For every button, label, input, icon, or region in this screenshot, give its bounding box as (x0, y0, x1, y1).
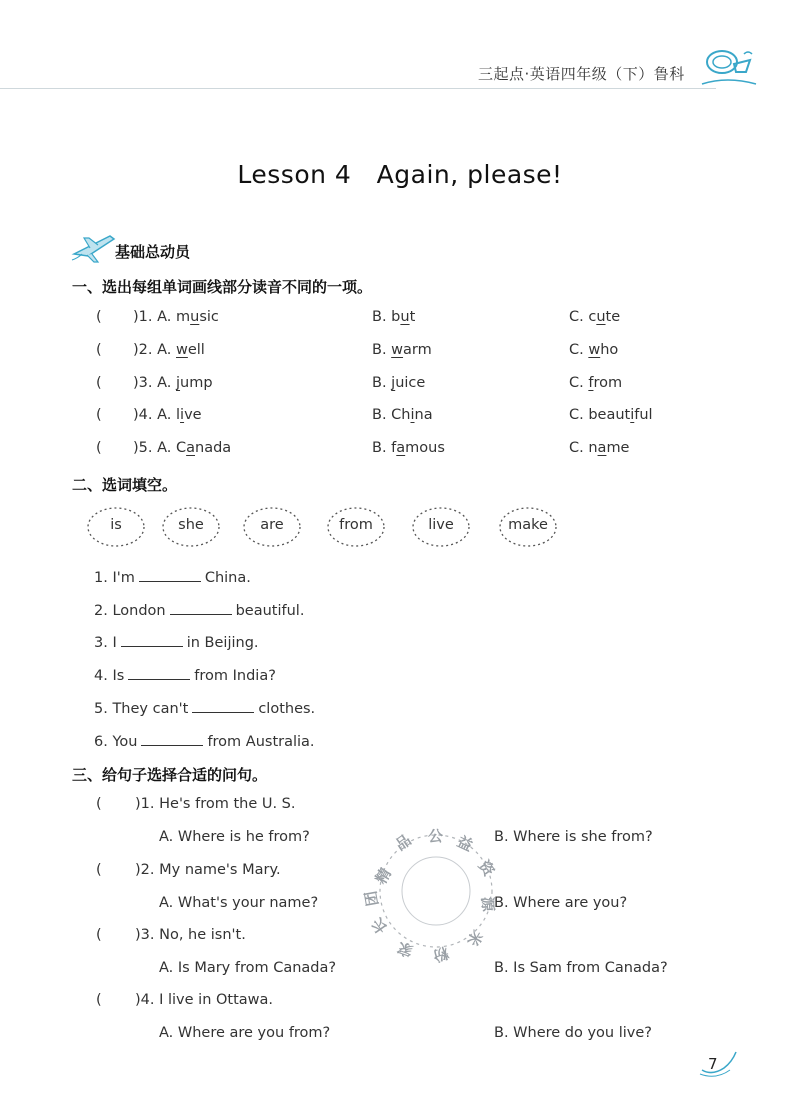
part3-option-b: B. Is Sam from Canada? (494, 960, 668, 976)
part3-option-a: A. Is Mary from Canada? (159, 960, 337, 976)
part3-heading: 三、给句子选择合适的问句。 (72, 766, 268, 784)
part3-question-text: )2. My name's Mary. (135, 862, 281, 878)
svg-text:资: 资 (474, 856, 499, 880)
fill-sentence: 6. You from Australia. (94, 731, 315, 750)
fill-sentence: 4. Is from India? (94, 665, 276, 684)
section-banner: 基础总动员 (115, 243, 191, 261)
svg-text:团: 团 (361, 889, 382, 908)
svg-text:品: 品 (391, 830, 415, 855)
part1-option-a: )5. A. Canada (133, 440, 232, 456)
svg-text:长: 长 (367, 914, 392, 938)
word-bank-item[interactable]: she (160, 505, 222, 549)
page-number-badge (698, 1050, 738, 1080)
word-bank-item[interactable]: live (410, 505, 472, 549)
answer-paren-open[interactable]: ( (96, 992, 102, 1008)
svg-text:粉: 粉 (430, 943, 451, 966)
answer-paren-open[interactable]: ( (96, 440, 102, 456)
svg-text:源: 源 (478, 895, 498, 913)
part1-row (96, 375, 102, 391)
part3-question (96, 927, 102, 943)
part3-question (96, 796, 102, 812)
part1-option-a: )3. A. jump (133, 375, 213, 391)
part1-row (96, 440, 102, 456)
watermark-stamp (361, 825, 502, 966)
part1-row (96, 407, 102, 423)
page-number: 7 (708, 1055, 718, 1073)
part1-option-c: C. from (569, 375, 623, 391)
part3-question (96, 862, 102, 878)
answer-paren-open[interactable]: ( (96, 375, 102, 391)
part1-option-b: B. juice (372, 375, 426, 391)
part1-option-b: B. famous (372, 440, 445, 456)
part3-option-b: B. Where is she from? (494, 829, 653, 845)
answer-blank[interactable] (139, 567, 201, 582)
svg-text:米: 米 (463, 927, 487, 950)
part3-option-b: B. Where do you live? (494, 1025, 652, 1041)
answer-paren-open[interactable]: ( (96, 862, 102, 878)
answer-paren-open[interactable]: ( (96, 407, 102, 423)
answer-paren-open[interactable]: ( (96, 342, 102, 358)
answer-paren-open[interactable]: ( (96, 309, 102, 325)
part1-option-c: C. cute (569, 309, 621, 325)
part1-option-b: B. but (372, 309, 416, 325)
word-bank-item[interactable]: make (497, 505, 559, 549)
word-bank-item[interactable]: are (241, 505, 303, 549)
fill-sentence: 3. I in Beijing. (94, 632, 259, 651)
answer-blank[interactable] (192, 698, 254, 713)
answer-paren-open[interactable]: ( (96, 927, 102, 943)
part3-question (96, 992, 102, 1008)
svg-text:家: 家 (395, 938, 416, 961)
svg-text:精: 精 (371, 864, 395, 887)
part1-option-c: C. name (569, 440, 630, 456)
word-bank-item[interactable]: from (325, 505, 387, 549)
part1-option-b: B. warm (372, 342, 432, 358)
answer-paren-open[interactable]: ( (96, 796, 102, 812)
part3-question-text: )3. No, he isn't. (135, 927, 246, 943)
answer-blank[interactable] (121, 632, 183, 647)
word-bank-item[interactable]: is (85, 505, 147, 549)
fill-sentence: 5. They can't clothes. (94, 698, 315, 717)
book-logo-icon (700, 42, 758, 94)
part1-option-c: C. who (569, 342, 619, 358)
answer-blank[interactable] (141, 731, 203, 746)
fill-sentence: 2. London beautiful. (94, 600, 304, 619)
header-title: 三起点·英语四年级（下）鲁科 (478, 65, 685, 83)
part1-option-c: C. beautiful (569, 407, 653, 423)
part1-option-a: )4. A. live (133, 407, 202, 423)
part3-question-text: )4. I live in Ottawa. (135, 992, 274, 1008)
part1-row (96, 309, 102, 325)
part3-option-a: A. Where are you from? (159, 1025, 331, 1041)
part3-question-text: )1. He's from the U. S. (135, 796, 296, 812)
svg-text:益: 益 (454, 832, 476, 855)
part1-option-a: )2. A. well (133, 342, 205, 358)
part1-row (96, 342, 102, 358)
airplane-icon (70, 230, 116, 264)
part1-option-b: B. China (372, 407, 433, 423)
part1-heading: 一、选出每组单词画线部分读音不同的一项。 (72, 278, 373, 296)
part3-option-a: A. Where is he from? (159, 829, 310, 845)
answer-blank[interactable] (128, 665, 190, 680)
part1-option-a: )1. A. music (133, 309, 219, 325)
lesson-title: Lesson 4 Again, please! (237, 160, 563, 189)
part2-heading: 二、选词填空。 (72, 476, 178, 494)
header-divider (0, 88, 716, 89)
answer-blank[interactable] (170, 600, 232, 615)
svg-text:公: 公 (428, 827, 444, 845)
part3-option-a: A. What's your name? (159, 895, 319, 911)
fill-sentence: 1. I'm China. (94, 567, 251, 586)
part3-option-b: B. Where are you? (494, 895, 628, 911)
